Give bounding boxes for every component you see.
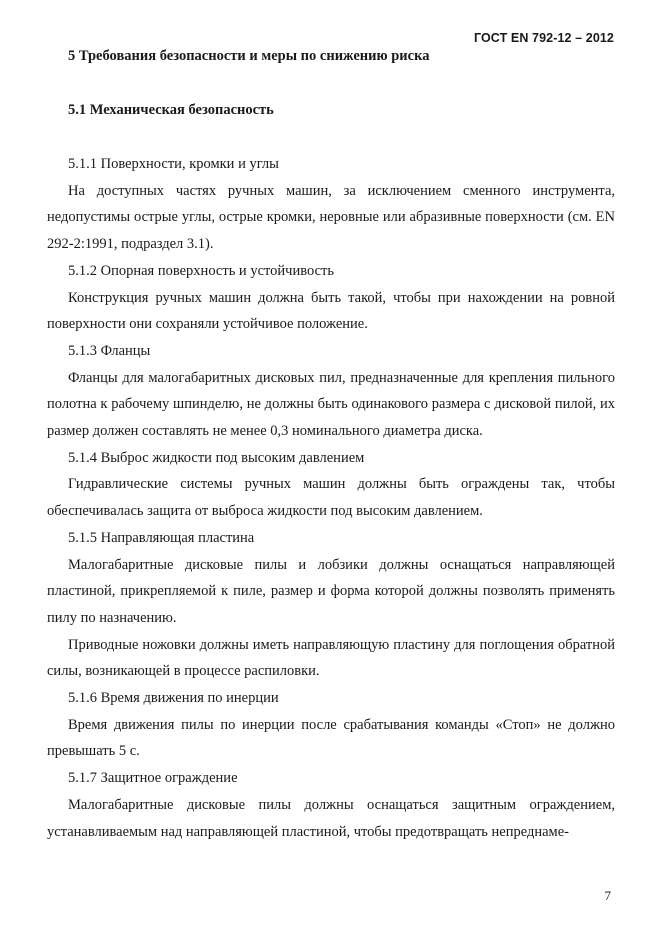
clause-heading-5-1-5: 5.1.5 Направляющая пластина	[68, 529, 255, 546]
clause-text-5-1-5-a: Малогабаритные дисковые пилы и лобзики должны оснащаться направляющей пластиной, прикрепляемой к пиле, размер и форма которой должны позволять применять пилу по назначению.	[47, 556, 615, 626]
clause-heading-5-1-1: 5.1.1 Поверхности, кромки и углы	[68, 156, 279, 172]
clause-text-5-1-3: Фланцы для малогабаритных дисковых пил, предназначенные для крепления пильного полотна к рабочему шпинделю, не должны быть одинакового размера с дисковой пилой, их размер должен составлять не менее 0,3 номинального диаметра диска.	[47, 369, 615, 440]
clause-text-5-1-7: Малогабаритные дисковые пилы должны оснащаться защитным ограждением, устанавливаемым над направляющей пластиной, чтобы предотвращать непреднаме-	[47, 796, 615, 840]
clause-text-5-1-4: Гидравлические системы ручных машин должны быть ограждены так, чтобы обеспечивалась защита от выброса жидкости под высоким давлением.	[47, 476, 615, 520]
clause-text-5-1-6: Время движения пилы по инерции после срабатывания команды «Стоп» не должно превышать 5 с.	[47, 716, 615, 760]
clause-heading-5-1-2: 5.1.2 Опорная поверхность и устойчивость	[68, 262, 334, 279]
document-body	[47, 151, 615, 845]
page-number: 7	[604, 888, 611, 903]
clause-text-5-1-1: На доступных частях ручных машин, за исключением сменного инструмента, недопустимы острые углы, острые кромки, неровные или абразивные поверхности (см. EN 292-2:1991, подраздел 3.1).	[47, 182, 615, 253]
clause-text-5-1-2: Конструкция ручных машин должна быть такой, чтобы при нахождении на ровной поверхности они сохраняли устойчивое положение.	[47, 289, 615, 333]
clause-heading-5-1-7: 5.1.7 Защитное ограждение	[68, 770, 238, 787]
document-header-code: ГОСТ EN 792-12 – 2012	[473, 31, 614, 45]
clause-heading-5-1-3: 5.1.3 Фланцы	[68, 342, 151, 359]
clause-text-5-1-5-b: Приводные ножовки должны иметь направляющую пластину для поглощения обратной силы, возникающей в процессе распиловки.	[47, 636, 615, 680]
subsection-title: 5.1 Механическая безопасность	[68, 102, 274, 118]
clause-heading-5-1-6: 5.1.6 Время движения по инерции	[68, 690, 279, 707]
section-title: 5 Требования безопасности и меры по снижению риска	[68, 48, 430, 64]
clause-heading-5-1-4: 5.1.4 Выброс жидкости под высоким давлением	[68, 449, 365, 466]
